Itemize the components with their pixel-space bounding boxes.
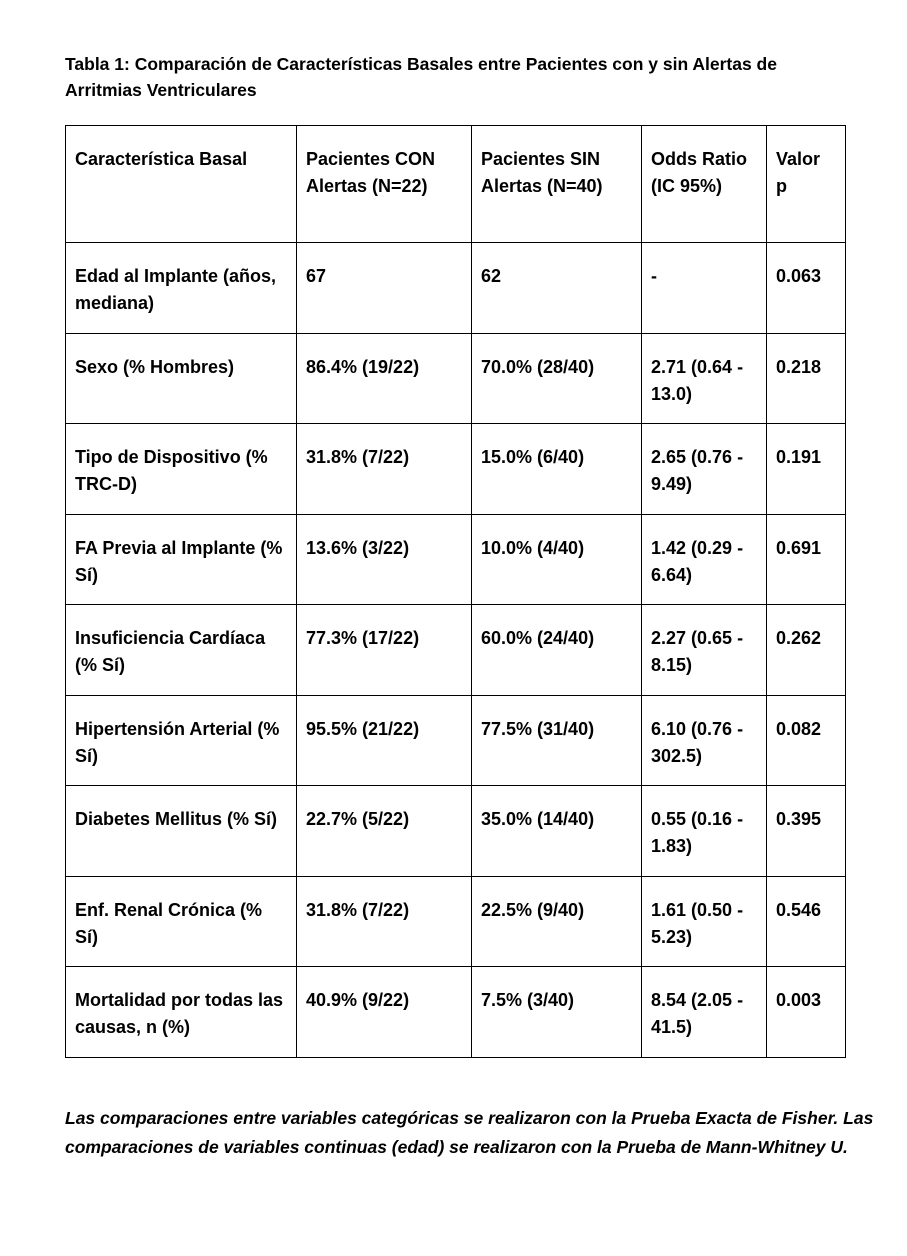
- table-row: [66, 967, 846, 1058]
- cell-with-alerts: 22.7% (5/22): [297, 786, 472, 877]
- cell-with-alerts: 95.5% (21/22): [297, 695, 472, 786]
- cell-with-alerts: 67: [297, 243, 472, 334]
- table-row: [66, 243, 846, 334]
- cell-p-value: 0.082: [767, 695, 846, 786]
- cell-characteristic: Enf. Renal Crónica (% Sí): [66, 876, 297, 967]
- cell-without-alerts: 77.5% (31/40): [472, 695, 642, 786]
- cell-with-alerts: 86.4% (19/22): [297, 333, 472, 424]
- cell-without-alerts: 60.0% (24/40): [472, 605, 642, 696]
- table-row: [66, 424, 846, 515]
- cell-without-alerts: 62: [472, 243, 642, 334]
- cell-with-alerts: 31.8% (7/22): [297, 424, 472, 515]
- cell-p-value: 0.063: [767, 243, 846, 334]
- cell-odds-ratio: 1.42 (0.29 - 6.64): [642, 514, 767, 605]
- header-with-alerts: Pacientes CON Alertas (N=22): [297, 126, 472, 243]
- cell-without-alerts: 7.5% (3/40): [472, 967, 642, 1058]
- cell-without-alerts: 15.0% (6/40): [472, 424, 642, 515]
- cell-p-value: 0.003: [767, 967, 846, 1058]
- cell-odds-ratio: 2.27 (0.65 - 8.15): [642, 605, 767, 696]
- baseline-characteristics-table: [65, 125, 846, 1058]
- table-row: [66, 695, 846, 786]
- table-body: [66, 243, 846, 1058]
- table-header: [66, 126, 846, 243]
- cell-odds-ratio: 1.61 (0.50 - 5.23): [642, 876, 767, 967]
- cell-odds-ratio: -: [642, 243, 767, 334]
- cell-without-alerts: 22.5% (9/40): [472, 876, 642, 967]
- cell-characteristic: FA Previa al Implante (% Sí): [66, 514, 297, 605]
- table-row: [66, 333, 846, 424]
- cell-p-value: 0.218: [767, 333, 846, 424]
- cell-with-alerts: 13.6% (3/22): [297, 514, 472, 605]
- cell-characteristic: Hipertensión Arterial (% Sí): [66, 695, 297, 786]
- table-row: [66, 786, 846, 877]
- cell-characteristic: Insuficiencia Cardíaca (% Sí): [66, 605, 297, 696]
- cell-p-value: 0.262: [767, 605, 846, 696]
- table-caption: Tabla 1: Comparación de Características Basales entre Pacientes con y sin Alertas de Arritmias Ventriculares: [65, 54, 777, 100]
- cell-characteristic: Sexo (% Hombres): [66, 333, 297, 424]
- header-characteristic: Característica Basal: [66, 126, 297, 243]
- table-row: [66, 605, 846, 696]
- cell-p-value: 0.395: [767, 786, 846, 877]
- cell-odds-ratio: 2.65 (0.76 - 9.49): [642, 424, 767, 515]
- cell-without-alerts: 70.0% (28/40): [472, 333, 642, 424]
- footnote: Las comparaciones entre variables categóricas se realizaron con la Prueba Exacta de Fisher. Las comparaciones de variables continuas (edad) se realizaron con la Prueba de Mann-Whitney U.: [65, 1108, 874, 1157]
- cell-odds-ratio: 8.54 (2.05 - 41.5): [642, 967, 767, 1058]
- cell-characteristic: Diabetes Mellitus (% Sí): [66, 786, 297, 877]
- cell-p-value: 0.691: [767, 514, 846, 605]
- cell-odds-ratio: 2.71 (0.64 - 13.0): [642, 333, 767, 424]
- cell-characteristic: Tipo de Dispositivo (% TRC-D): [66, 424, 297, 515]
- cell-with-alerts: 77.3% (17/22): [297, 605, 472, 696]
- cell-without-alerts: 35.0% (14/40): [472, 786, 642, 877]
- cell-with-alerts: 40.9% (9/22): [297, 967, 472, 1058]
- cell-p-value: 0.191: [767, 424, 846, 515]
- cell-odds-ratio: 6.10 (0.76 - 302.5): [642, 695, 767, 786]
- cell-without-alerts: 10.0% (4/40): [472, 514, 642, 605]
- header-odds-ratio: Odds Ratio (IC 95%): [642, 126, 767, 243]
- header-p-value: Valor p: [767, 126, 846, 243]
- table-row: [66, 514, 846, 605]
- header-row: [66, 126, 846, 243]
- cell-with-alerts: 31.8% (7/22): [297, 876, 472, 967]
- header-without-alerts: Pacientes SIN Alertas (N=40): [472, 126, 642, 243]
- cell-odds-ratio: 0.55 (0.16 - 1.83): [642, 786, 767, 877]
- table-row: [66, 876, 846, 967]
- cell-characteristic: Mortalidad por todas las causas, n (%): [66, 967, 297, 1058]
- cell-p-value: 0.546: [767, 876, 846, 967]
- cell-characteristic: Edad al Implante (años, mediana): [66, 243, 297, 334]
